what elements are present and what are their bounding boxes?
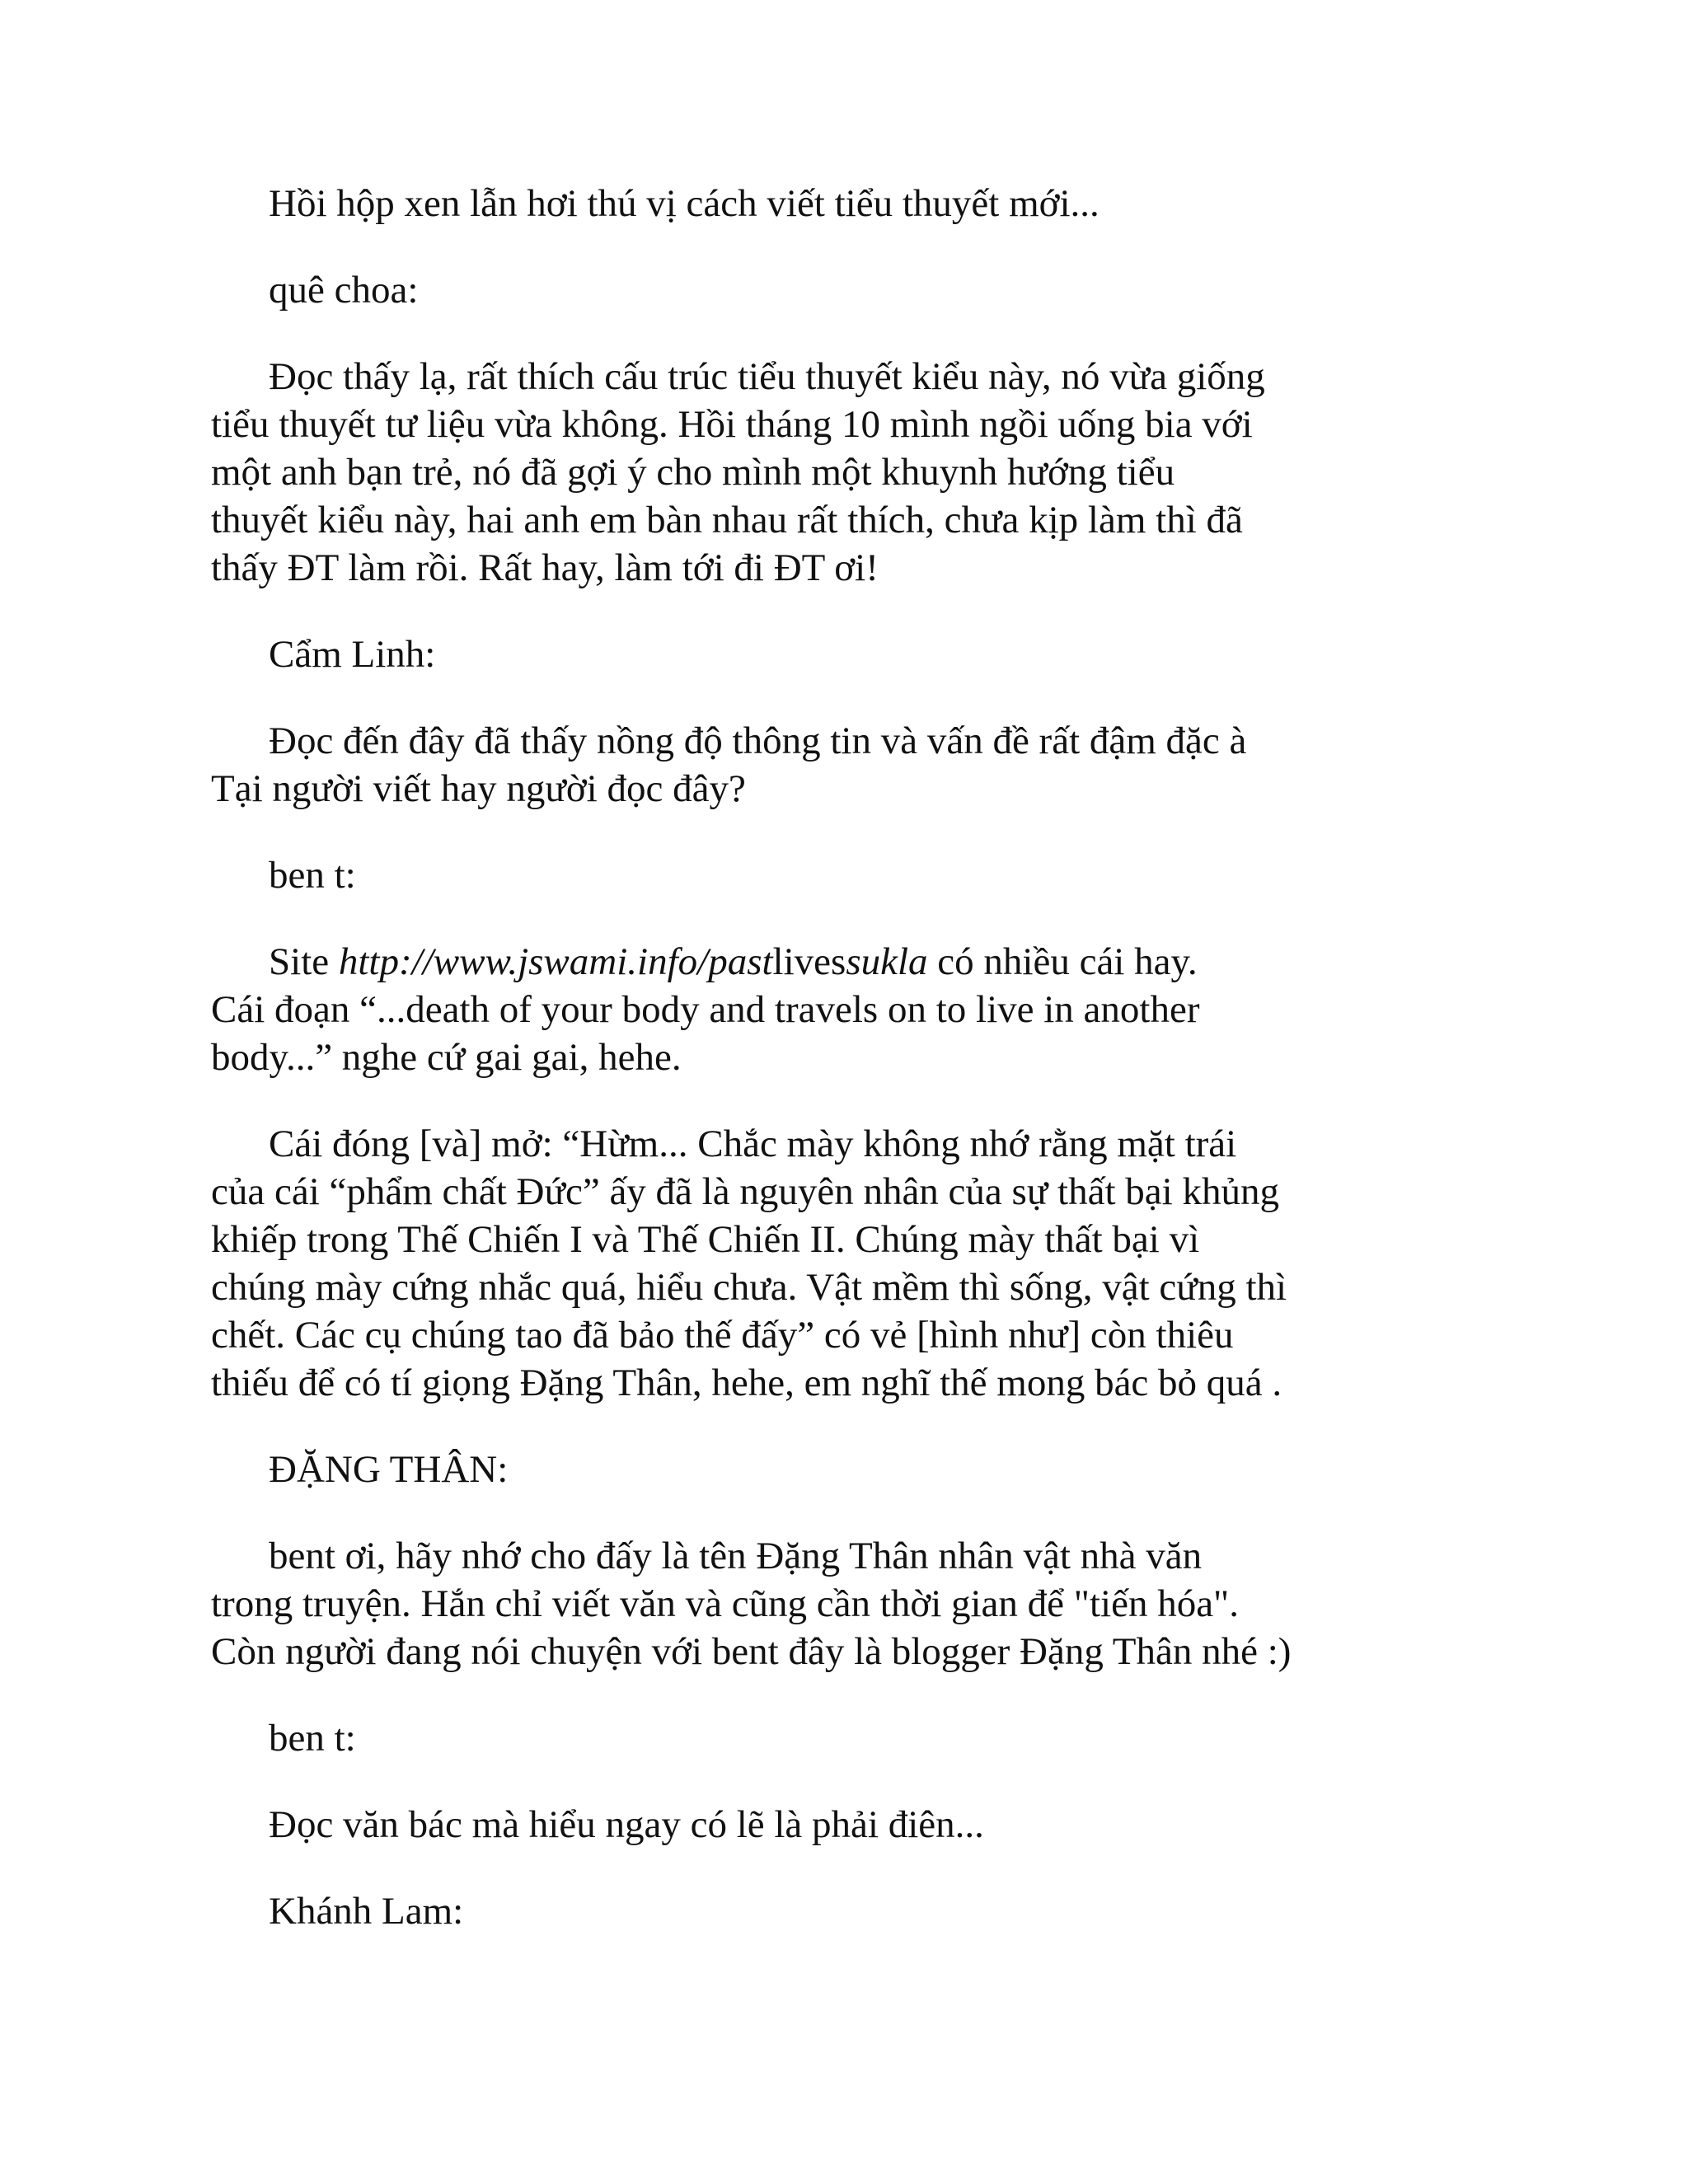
paragraph-10-line-1: bent ơi, hãy nhớ cho đấy là tên Đặng Thân nhân vật nhà văn xyxy=(269,1535,1203,1577)
site-url-part-1: http://www.jswami.info/past xyxy=(338,940,773,983)
paragraph-3-line-5: thấy ĐT làm rồi. Rất hay, làm tới đi ĐT ơi! xyxy=(211,546,879,589)
site-suffix: có nhiều cái hay. xyxy=(927,940,1198,983)
commenter-name-que-choa: quê choa: xyxy=(269,269,419,312)
paragraph-5 xyxy=(211,717,1497,813)
paragraph-10 xyxy=(211,1532,1497,1675)
paragraph-7-line-3: body...” nghe cứ gai gai, hehe. xyxy=(211,1036,682,1079)
paragraph-8-line-5: chết. Các cụ chúng tao đã bảo thế đấy” có vẻ [hình như] còn thiêu xyxy=(211,1314,1234,1357)
paragraph-7-line-2: Cái đoạn “...death of your body and travels on to live in another xyxy=(211,988,1200,1031)
paragraph-10-line-2: trong truyện. Hắn chỉ viết văn và cũng cần thời gian để "tiến hóa". xyxy=(211,1582,1239,1625)
paragraph-7 xyxy=(211,938,1497,1081)
paragraph-5-line-2: Tại người viết hay người đọc đây? xyxy=(211,767,746,810)
paragraph-8-line-2: của cái “phẩm chất Đức” ấy đã là nguyên nhân của sự thất bại khủng xyxy=(211,1170,1279,1213)
paragraph-3 xyxy=(211,353,1497,592)
document-page xyxy=(211,180,1497,1974)
commenter-name-dang-than: ĐẶNG THÂN: xyxy=(269,1448,509,1491)
paragraph-3-line-1: Đọc thấy lạ, rất thích cấu trúc tiểu thuyết kiểu này, nó vừa giống xyxy=(269,355,1265,398)
commenter-name-ben-t-2: ben t: xyxy=(269,1717,356,1760)
paragraph-8-line-3: khiếp trong Thế Chiến I và Thế Chiến II. Chúng mày thất bại vì xyxy=(211,1218,1200,1261)
paragraph-5-line-1: Đọc đến đây đã thấy nồng độ thông tin và vấn đề rất đậm đặc à xyxy=(269,719,1247,762)
paragraph-3-line-3: một anh bạn trẻ, nó đã gợi ý cho mình một khuynh hướng tiểu xyxy=(211,451,1175,494)
paragraph-8-line-6: thiếu để có tí giọng Đặng Thân, hehe, em nghĩ thế mong bác bỏ quá . xyxy=(211,1361,1282,1404)
commenter-name-cam-linh: Cẩm Linh: xyxy=(269,633,436,676)
paragraph-12: Đọc văn bác mà hiểu ngay có lẽ là phải điên... xyxy=(269,1803,984,1846)
commenter-name-ben-t: ben t: xyxy=(269,854,356,897)
paragraph-10-line-3: Còn người đang nói chuyện với bent đây là blogger Đặng Thân nhé :) xyxy=(211,1630,1292,1673)
paragraph-7-line-1 xyxy=(211,938,1497,986)
paragraph-1: Hồi hộp xen lẫn hơi thú vị cách viết tiểu thuyết mới... xyxy=(269,182,1100,225)
paragraph-3-line-4: thuyết kiểu này, hai anh em bàn nhau rất thích, chưa kịp làm thì đã xyxy=(211,499,1243,541)
commenter-name-khanh-lam: Khánh Lam: xyxy=(269,1890,464,1933)
paragraph-8-line-4: chúng mày cứng nhắc quá, hiểu chưa. Vật mềm thì sống, vật cứng thì xyxy=(211,1266,1287,1309)
site-prefix: Site xyxy=(269,940,339,983)
paragraph-8 xyxy=(211,1120,1497,1407)
paragraph-3-line-2: tiểu thuyết tư liệu vừa không. Hồi tháng 10 mình ngồi uống bia với xyxy=(211,403,1253,446)
site-url-part-2: lives xyxy=(772,940,846,983)
site-url-part-3: sukla xyxy=(846,940,928,983)
paragraph-8-line-1: Cái đóng [và] mở: “Hừm... Chắc mày không nhớ rằng mặt trái xyxy=(269,1122,1237,1165)
